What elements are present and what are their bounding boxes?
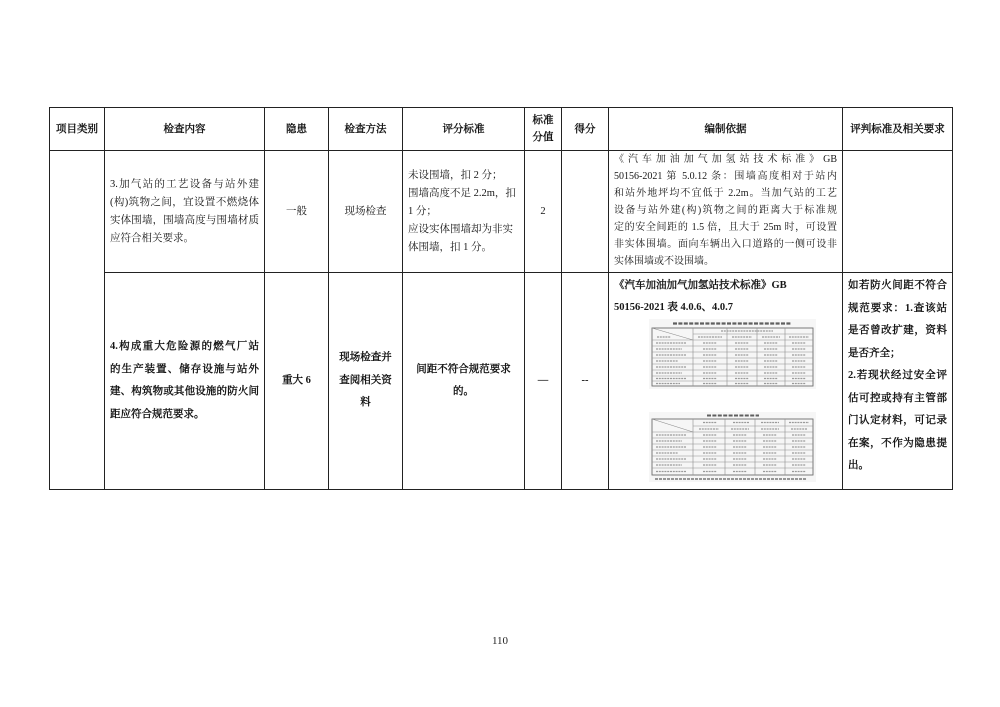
header-criteria: 评判标准及相关要求 [843,108,953,151]
header-method: 检查方法 [329,108,403,151]
text-line: 建、构筑物或其他设施的防火间 [110,386,259,397]
text-line: 围墙高度不足 2.2m，扣 [408,187,516,199]
text-line: 规范要求：1.查该站 [848,302,947,314]
header-score-value-line: 分值 [532,131,554,143]
text-line: 非实体围墙。面向车辆出入口道路的一侧可设非 [614,239,837,250]
text-line: 定的安全间距的 1.5 倍，且大于 25m 时，可设置 [614,222,837,233]
text-line: 和站外地坪均不宜低于 2.2m。当加气站的工艺 [614,188,837,199]
text-line: 间距不符合规范要求 [416,363,511,375]
cell-method [329,273,403,490]
cell-score-value: 2 [525,151,562,273]
text-line: 应设实体围墙却为非实 [408,223,513,235]
text-line: 查阅相关资 [339,374,392,386]
cell-method [329,151,403,273]
cell-basis [609,273,843,490]
text-line: 设备与站外建(构)筑物之间的距离大于标准规 [614,205,837,216]
header-hazard: 隐患 [265,108,329,151]
text-line: 实体围墙，围墙高度与围墙材质 [110,214,259,226]
page-number: 110 [491,635,509,647]
text-line: 出。 [848,460,869,471]
text-line: 如若防火间距不符合 [848,280,947,291]
text-line: 料 [360,397,371,409]
text-line: 应符合相关要求。 [110,232,194,244]
text-line: 未设围墙，扣 2 分； [408,169,503,181]
scanned-table-image [649,412,816,482]
text-line: 的生产装置、储存设施与站外 [110,363,259,375]
header-basis: 编制依据 [609,108,843,151]
cell-scoring [403,273,525,490]
cell-score: -- [562,273,609,490]
cell-hazard: 重大 6 [265,273,329,490]
cell-content [105,273,265,490]
cell-score [562,151,609,273]
table-header [50,108,953,151]
text-line: 现场检查并 [339,352,392,364]
cell-basis [609,151,843,273]
header-scoring: 评分标准 [403,108,525,151]
cell-scoring [403,151,525,273]
cell-criteria [843,151,953,273]
text-line: 实体围墙或不设围墙。 [614,256,714,267]
text-line: 是否齐全； [848,347,901,359]
text-line: 距应符合规范要求。 [110,408,205,420]
table-row [50,151,953,273]
text-line: 《汽车加油加气加氢站技术标准》GB [614,280,787,291]
text-line: 在案，不作为隐患提 [848,437,947,449]
scanned-table-image [649,319,816,389]
header-content: 检查内容 [105,108,265,151]
header-row [50,108,953,151]
text-line: 的。 [453,386,474,397]
cell-category-merged [50,151,105,490]
header-score-value [525,108,562,151]
text-line: 现场检查 [344,205,387,217]
text-line: 《汽车加油加气加氢站技术标准》GB [614,154,837,165]
header-score: 得分 [562,108,609,151]
table-row [50,273,953,490]
inspection-table [49,107,953,490]
text-line: 4.构成重大危险源的燃气厂站 [110,341,259,352]
text-line: 50156-2021 第 5.0.12 条：围墙高度相对于站内 [614,171,837,182]
text-line: (构)筑物之间，宜设置不燃烧体 [110,196,259,208]
table-body [50,151,953,490]
header-category: 项目类别 [50,108,105,151]
header-score-value-line: 标准 [532,114,554,126]
cell-criteria [843,273,953,490]
text-line: 体围墙，扣 1 分。 [408,241,492,253]
text-line: 2.若现状经过安全评 [848,370,947,381]
text-line: 50156-2021 表 4.0.6、4.0.7 [614,302,733,313]
cell-content [105,151,265,273]
cell-score-value: — [525,273,562,490]
cell-hazard: 一般 [265,151,329,273]
text-line: 1 分； [408,205,437,217]
text-line: 估可控或持有主管部 [848,392,947,404]
text-line: 是否曾改扩建，资料 [848,325,947,336]
text-line: 门认定材料，可记录 [848,415,947,426]
text-line: 3.加气站的工艺设备与站外建 [110,178,259,190]
